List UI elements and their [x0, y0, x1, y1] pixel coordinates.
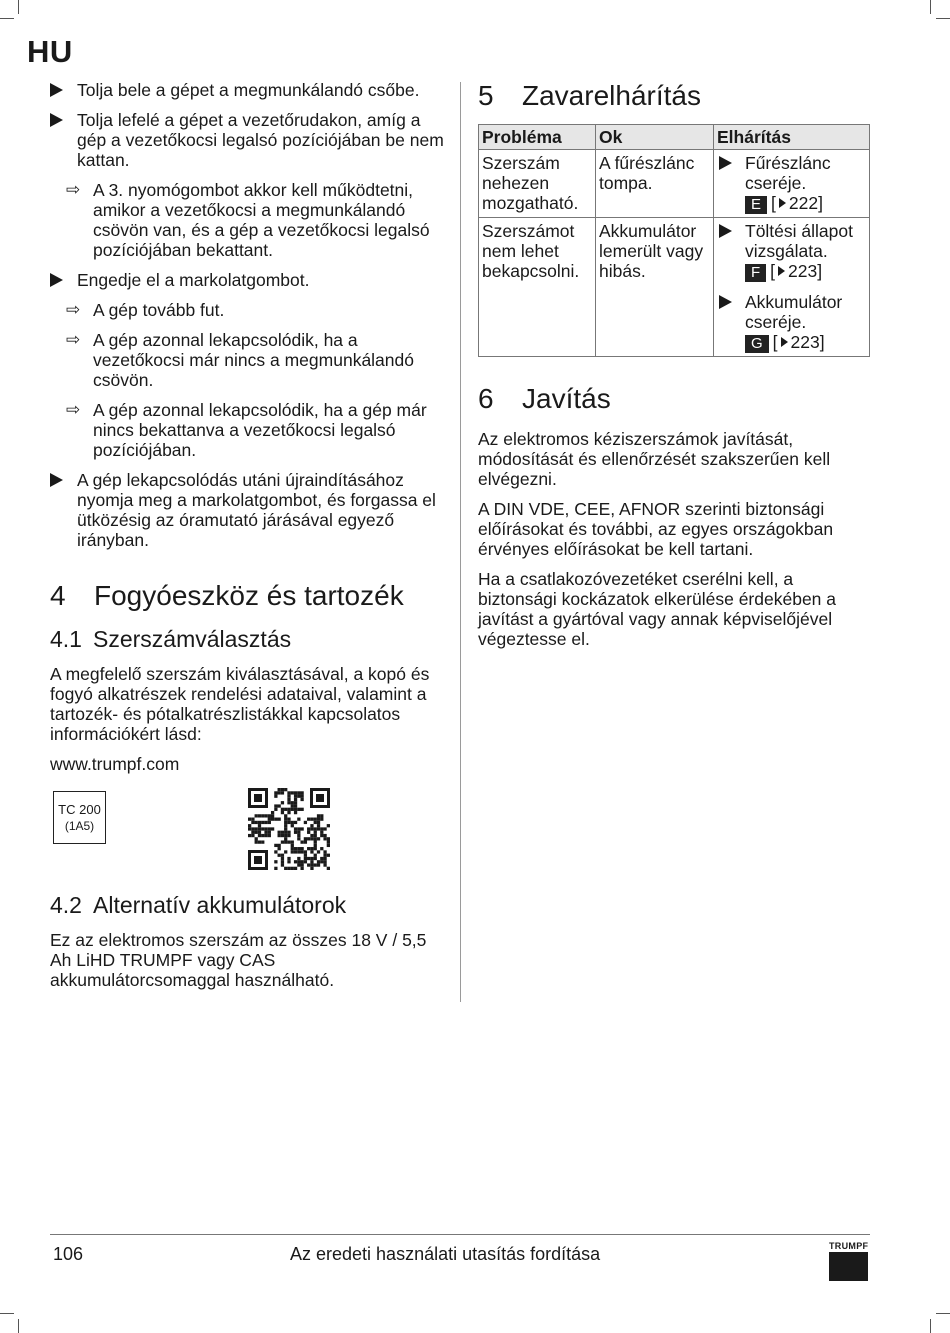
section-4-2-heading — [50, 892, 445, 918]
paragraph: A DIN VDE, CEE, AFNOR szerinti biztonsági előírásokat és további, az egyes országokban érvényes előírásokat be kell tartani. — [478, 499, 834, 559]
crop-mark — [0, 18, 14, 19]
remedy-cell — [714, 218, 870, 357]
trumpf-logo-icon — [829, 1252, 868, 1281]
result-arrow-icon: ⇨ — [66, 300, 81, 319]
paragraph: A megfelelő szerszám kiválasztásával, a kopó és fogyó alkatrészek rendelési adataival, valamint a tartozék- és pótalkatrészlistákkal kapcsolatos információkért lásd: — [50, 664, 430, 744]
cause-cell: A fűrészlánc tompa. — [596, 150, 714, 218]
instruction-text: A gép tovább fut. — [93, 300, 225, 320]
bracket-close: ] — [819, 332, 825, 352]
model-label-box — [53, 791, 106, 844]
crop-mark — [930, 0, 931, 14]
section-6-heading — [478, 383, 870, 415]
section-number: 4.1 — [50, 626, 82, 652]
figure-reference[interactable] — [745, 332, 825, 352]
language-code: HU — [27, 34, 73, 69]
section-number: 4 — [50, 580, 66, 611]
section-number: 5 — [478, 80, 494, 111]
crop-mark — [18, 0, 19, 14]
result-arrow-icon: ⇨ — [66, 330, 81, 349]
table-row — [479, 218, 870, 357]
instruction-text: Tolja bele a gépet a megmunkálandó csőbe. — [77, 80, 420, 100]
crop-mark — [930, 1319, 931, 1333]
step-arrow-icon — [50, 273, 63, 287]
instruction-text: A gép azonnal lekapcsolódik, ha a vezetőkocsi már nincs a megmunkálandó csövön. — [93, 330, 414, 390]
section-title: Alternatív akkumulátorok — [93, 892, 347, 918]
remedy-item — [717, 153, 866, 214]
column-divider — [460, 82, 461, 1002]
step-arrow-icon — [50, 113, 63, 127]
instruction-result — [50, 180, 445, 260]
result-arrow-icon: ⇨ — [66, 180, 81, 199]
section-number: 6 — [478, 383, 494, 414]
page-ref: 223 — [790, 332, 820, 352]
step-arrow-icon — [50, 473, 63, 487]
section-title: Zavarelhárítás — [522, 80, 701, 111]
step-arrow-icon — [719, 224, 732, 238]
table-row — [479, 150, 870, 218]
page-arrow-icon — [781, 337, 788, 347]
remedy-text: Akkumulátor cseréje. — [745, 292, 843, 332]
bracket-open: [ — [770, 261, 776, 281]
column-header-remedy: Elhárítás — [714, 125, 870, 150]
model-code: (1A5) — [64, 819, 95, 833]
instruction-text: A gép lekapcsolódás utáni újraindításához nyomja meg a markolatgombot, és forgassa el ütközésig az óramutató járásával egyező irányban. — [77, 470, 436, 550]
right-column — [478, 80, 870, 659]
section-title: Fogyóeszköz és tartozék — [94, 580, 404, 611]
instruction-text: A 3. nyomógombot akkor kell működtetni, amikor a vezetőkocsi a megmunkálandó csövön van, és a gép a vezetőkocsi legalsó pozíciójában bekattant. — [93, 180, 430, 260]
bracket-close: ] — [818, 193, 823, 213]
remedy-item — [717, 292, 866, 353]
instruction-text: A gép azonnal lekapcsolódik, ha a gép már nincs bekattanva a vezetőkocsi legalsó pozíciójában. — [93, 400, 427, 460]
table-header-row — [479, 125, 870, 150]
website-link[interactable]: www.trumpf.com — [50, 754, 180, 774]
section-4-1-heading — [50, 626, 445, 652]
instruction-step — [50, 270, 445, 290]
page-ref: 223 — [788, 261, 818, 281]
instruction-step — [50, 80, 445, 100]
section-5-heading — [478, 80, 870, 112]
page-arrow-icon — [778, 266, 785, 276]
page-arrow-icon — [779, 198, 786, 208]
instruction-text: Engedje el a markolatgombot. — [77, 270, 310, 290]
figure-badge: F — [745, 264, 766, 282]
paragraph: Az elektromos kéziszerszámok javítását, módosítását és ellenőrzését szakszerűen kell elvégezni. — [478, 429, 831, 489]
troubleshooting-table — [478, 124, 870, 357]
paragraph: Ha a csatlakozóvezetéket cserélni kell, a biztonsági kockázatok elkerülése érdekében a javítást a gyártóval vagy annak képviselőjével végeztesse el. — [478, 569, 836, 649]
footer-rule — [50, 1234, 870, 1235]
page-ref: 222 — [788, 193, 819, 213]
result-arrow-icon: ⇨ — [66, 400, 81, 419]
instruction-result — [50, 400, 445, 460]
instruction-text: Tolja lefelé a gépet a vezetőrudakon, amíg a gép a vezetőkocsi legalsó pozíciójában be nem kattan. — [77, 110, 444, 170]
remedy-cell — [714, 150, 870, 218]
step-arrow-icon — [719, 295, 732, 309]
qr-code-icon[interactable] — [248, 788, 330, 870]
problem-cell: Szerszámot nem lehet bekapcsolni. — [479, 218, 596, 357]
paragraph: Ez az elektromos szerszám az összes 18 V / 5,5 Ah LiHD TRUMPF vagy CAS akkumulátorcsomaggal használható. — [50, 930, 427, 990]
figure-reference[interactable] — [745, 193, 823, 213]
figure-reference[interactable] — [745, 261, 822, 281]
section-number: 4.2 — [50, 892, 82, 918]
problem-cell: Szerszám nehezen mozgatható. — [479, 150, 596, 218]
instruction-result — [50, 330, 445, 390]
crop-mark — [0, 1313, 14, 1314]
figure-badge: E — [745, 196, 767, 214]
crop-mark — [936, 18, 950, 19]
remedy-text: Fűrészlánc cseréje. — [745, 153, 831, 193]
remedy-text: Töltési állapot vizsgálata. — [745, 221, 853, 261]
left-column — [50, 80, 445, 1000]
instruction-step — [50, 110, 445, 170]
page-number: 106 — [53, 1244, 84, 1264]
bracket-open: [ — [771, 193, 776, 213]
cause-cell: Akkumulátor lemerült vagy hibás. — [596, 218, 714, 357]
footer-caption: Az eredeti használati utasítás fordítása — [290, 1244, 601, 1264]
figure-badge: G — [745, 335, 769, 353]
model-name: TC 200 — [58, 802, 101, 817]
column-header-problem: Probléma — [479, 125, 596, 150]
instruction-step — [50, 470, 445, 550]
bracket-close: ] — [817, 261, 823, 281]
instruction-result — [50, 300, 445, 320]
bracket-open: [ — [772, 332, 778, 352]
section-title: Szerszámválasztás — [93, 626, 292, 652]
crop-mark — [18, 1319, 19, 1333]
remedy-item — [717, 221, 866, 282]
section-title: Javítás — [522, 383, 611, 414]
section-4-heading — [50, 580, 445, 612]
column-header-cause: Ok — [596, 125, 714, 150]
crop-mark — [936, 1313, 950, 1314]
step-arrow-icon — [719, 156, 732, 170]
trumpf-logo-text: TRUMPF — [829, 1241, 869, 1251]
model-qr-row — [50, 788, 445, 874]
step-arrow-icon — [50, 83, 63, 97]
instruction-list — [50, 80, 445, 550]
